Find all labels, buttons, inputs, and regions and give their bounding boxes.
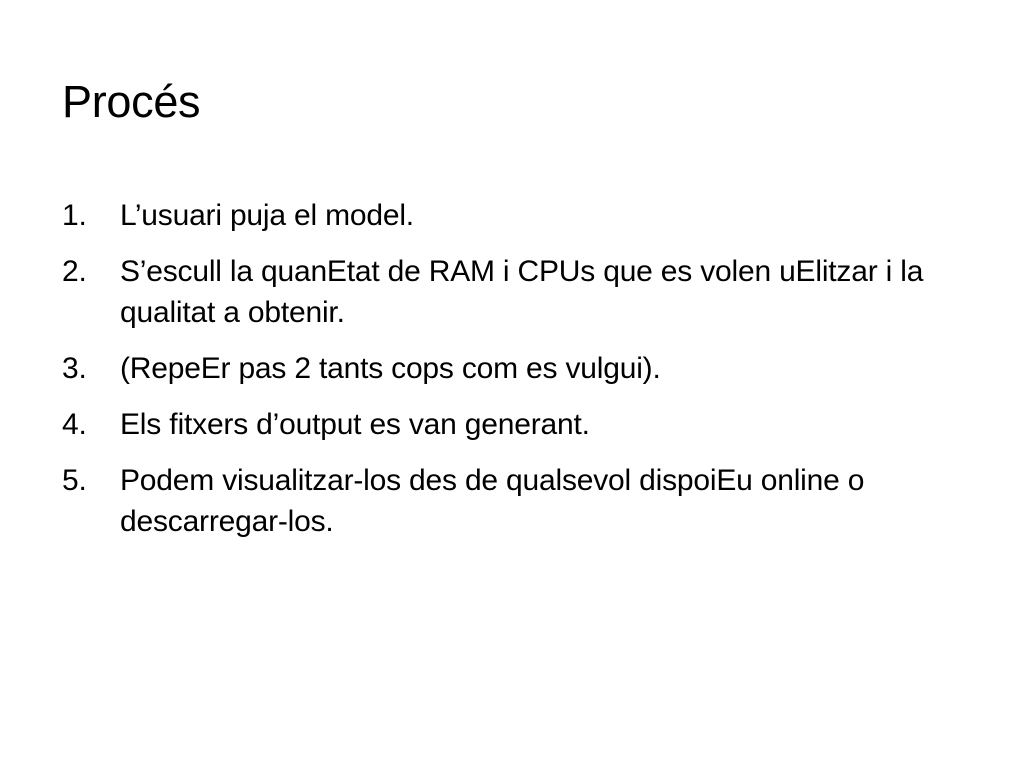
list-item-text: S’escull la quanEtat de RAM i CPUs que es volen uElitzar i la qualitat a obtenir. [120,255,924,329]
slide-title: Procés [62,76,201,127]
list-item-number: 3. [62,352,87,385]
list-item-number: 1. [62,199,87,232]
list-item-number: 2. [62,255,87,288]
list-item-4 [62,404,942,445]
list-item-1 [62,195,942,236]
list-item-number: 4. [62,408,87,441]
list-item-text: L’usuari puja el model. [120,199,414,232]
list-item-3 [62,348,942,389]
list-item-5 [62,460,942,542]
list-item-text: Els ﬁtxers d’output es van generant. [120,408,590,441]
list-item-text: Podem visualitzar-los des de qualsevol dispoiEu online o descarregar-los. [120,464,865,538]
list-item-2 [62,251,942,333]
process-steps-list [62,195,942,557]
list-item-text: (RepeEr pas 2 tants cops com es vulgui). [120,352,661,385]
list-item-number: 5. [62,464,87,497]
